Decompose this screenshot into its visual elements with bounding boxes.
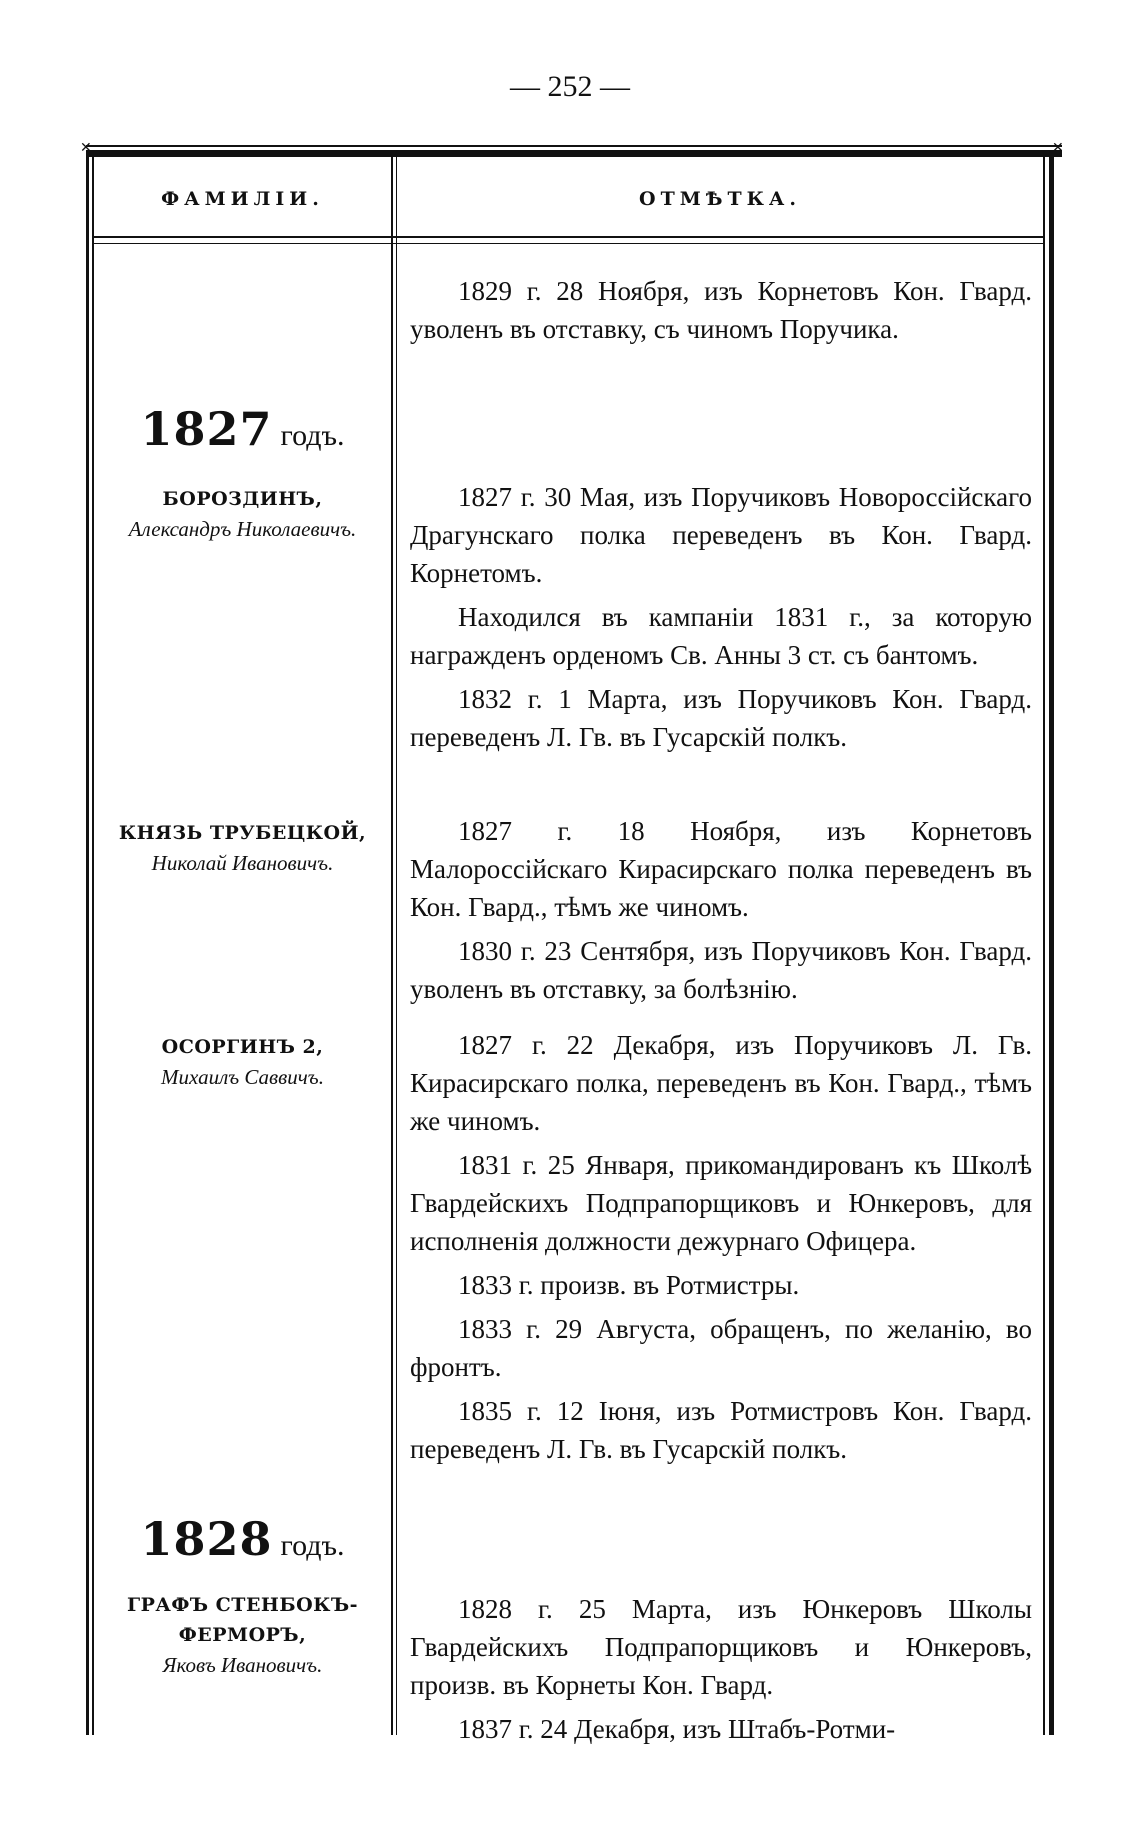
column-divider [391, 155, 393, 1735]
note-paragraph: 1837 г. 24 Декабря, изъ Штабъ-Ротми- [458, 1714, 896, 1744]
frame-top-rule [86, 150, 1062, 157]
note-paragraph: 1827 г. 22 Декабря, изъ Поручиковъ Л. Гв. Кирасирскаго полка, переведенъ въ Кон. Гвард., тѣмъ же чиномъ. [410, 1030, 1032, 1136]
person-given-name: Михаилъ Саввичъ. [161, 1065, 324, 1089]
note-block-osorgin [410, 1026, 1032, 1474]
note-paragraph: 1827 г. 18 Ноября, изъ Корнетовъ Малороссійскаго Кирасирскаго полка переведенъ въ Кон. Гвард., тѣмъ же чиномъ. [410, 816, 1032, 922]
person-entry-osorgin [94, 1032, 391, 1092]
column-header-notes: ОТМѢТКА. [639, 188, 801, 210]
year-heading-1828 [94, 1512, 391, 1566]
person-surname: ГРАФЪ СТЕНБОКЪ-ФЕРМОРЪ, [126, 1594, 359, 1646]
note-paragraph: Находился въ кампаніи 1831 г., за которую награжденъ орденомъ Св. Анны 3 ст. съ бантомъ. [410, 602, 1032, 670]
header-rule [94, 236, 1043, 238]
column-divider-inner [396, 155, 397, 1735]
person-surname: КНЯЗЬ ТРУБЕЦКОЙ, [118, 822, 367, 844]
year-number: 1828 [140, 1512, 273, 1566]
note-paragraph: 1829 г. 28 Ноября, изъ Корнетовъ Кон. Гвард. уволенъ въ отставку, съ чиномъ Поручика. [410, 276, 1032, 344]
year-heading-1827 [94, 402, 391, 456]
header-rule-inner [94, 243, 1043, 244]
year-number: 1827 [140, 402, 273, 456]
frame-top-thin-rule [86, 145, 1062, 147]
note-paragraph: 1832 г. 1 Марта, изъ Поручиковъ Кон. Гвард. переведенъ Л. Гв. въ Гусарскій полкъ. [410, 684, 1032, 752]
corner-ornament-right-icon: ✕ [1052, 140, 1064, 156]
person-given-name: Яковъ Ивановичъ. [162, 1653, 323, 1677]
note-block-stenbock-fermor [410, 1590, 1032, 1754]
note-paragraph: 1833 г. 29 Августа, обращенъ, по желанію, во фронтъ. [410, 1314, 1032, 1382]
page-number: — 252 — [510, 70, 630, 103]
note-block-borozdin [410, 478, 1032, 762]
column-header-names: ФАМИЛІИ. [161, 188, 324, 210]
person-surname: ОСОРГИНЪ 2, [161, 1036, 324, 1058]
note-paragraph: 1830 г. 23 Сентября, изъ Поручиковъ Кон. Гвард. уволенъ въ отставку, за болѣзнію. [410, 936, 1032, 1004]
frame-right-rule [1049, 150, 1054, 1735]
frame-right-inner-rule [1043, 150, 1045, 1735]
note-paragraph: 1828 г. 25 Марта, изъ Юнкеровъ Школы Гвардейскихъ Подпрапорщиковъ и Юнкеровъ, произв. въ Корнеты Кон. Гвард. [410, 1594, 1032, 1700]
note-paragraph: 1827 г. 30 Мая, изъ Поручиковъ Новороссійскаго Драгунскаго полка переведенъ въ Кон. Гвард. Корнетомъ. [410, 482, 1032, 588]
year-word: годъ. [280, 419, 345, 452]
person-entry-borozdin [94, 484, 391, 544]
year-word: годъ. [280, 1529, 345, 1562]
person-surname: БОРОЗДИНЪ, [162, 488, 323, 510]
person-entry-stenbock-fermor [94, 1590, 391, 1680]
person-given-name: Николай Ивановичъ. [151, 851, 334, 875]
note-block-trubetskoy [410, 812, 1032, 1014]
corner-ornament-left-icon: ✕ [80, 140, 92, 156]
note-paragraph: 1835 г. 12 Іюня, изъ Ротмистровъ Кон. Гвард. переведенъ Л. Гв. въ Гусарскій полкъ. [410, 1396, 1032, 1464]
person-entry-trubetskoy [94, 818, 391, 878]
note-block-intro [410, 272, 1032, 354]
frame-left-inner-rule [92, 150, 94, 1735]
frame-left-rule [86, 150, 89, 1735]
note-paragraph: 1833 г. произв. въ Ротмистры. [458, 1270, 800, 1300]
note-paragraph: 1831 г. 25 Января, прикомандированъ къ Школѣ Гвардейскихъ Подпрапорщиковъ и Юнкеровъ, для исполненія должности дежурнаго Офицера. [410, 1150, 1032, 1256]
person-given-name: Александръ Николаевичъ. [128, 517, 357, 541]
